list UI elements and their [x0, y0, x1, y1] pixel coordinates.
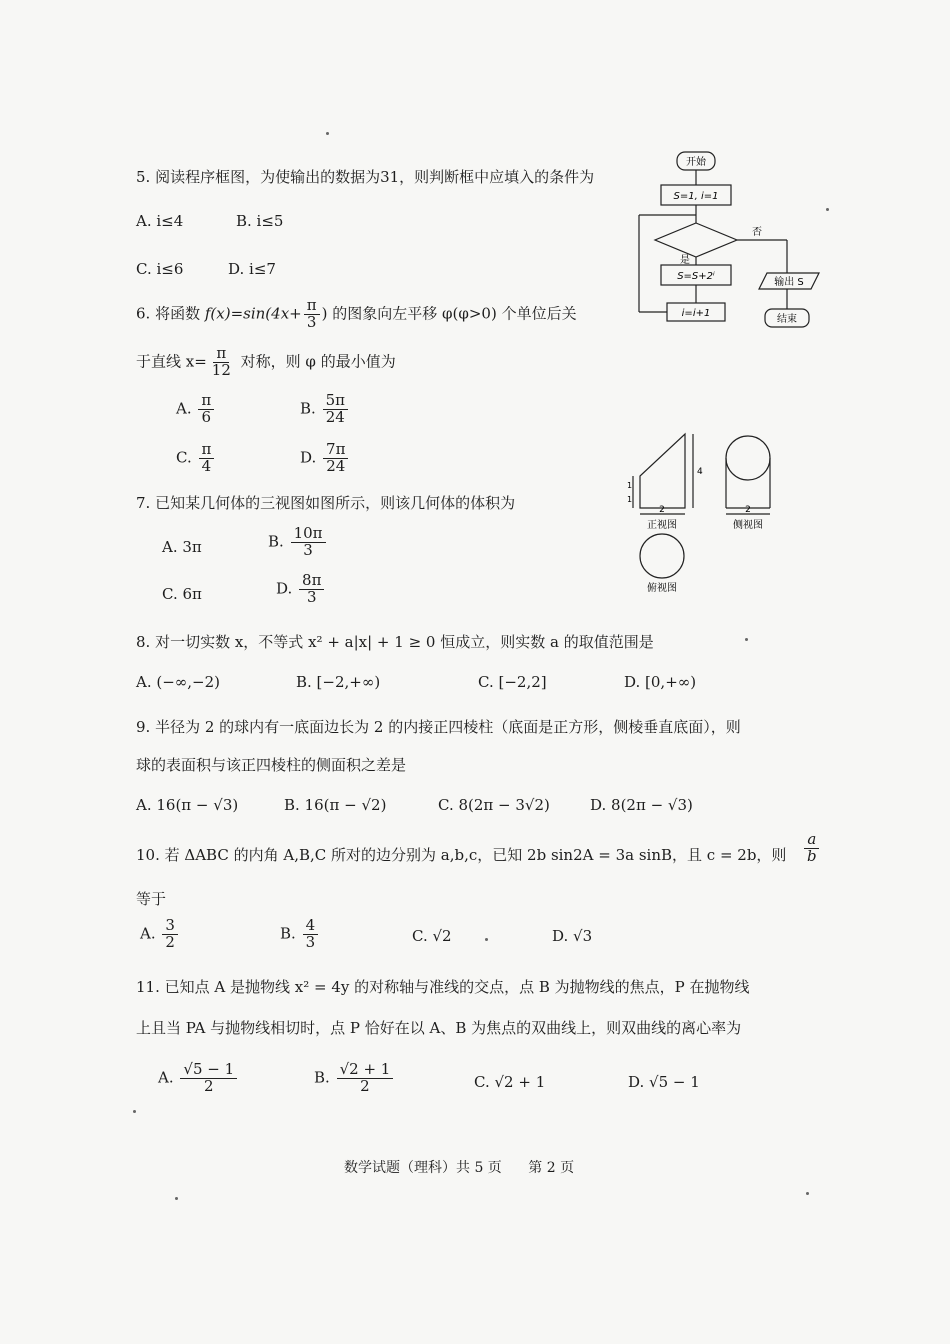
q10-ratio-num: a	[804, 832, 819, 849]
q6-option-b-label: B.	[300, 399, 316, 418]
q7-stem: 7. 已知某几何体的三视图如图所示，则该几何体的体积为	[136, 494, 516, 512]
footer-text: 数学试题（理科）共 5 页	[344, 1160, 502, 1176]
scan-speck	[326, 132, 329, 135]
q6-option-d-den: 24	[326, 456, 346, 475]
q10-line1: 10. 若 ΔABC 的内角 A,B,C 所对的边分别为 a,b,c，已知 2b sin2A = 3a sinB，且 c = 2b，则	[136, 846, 787, 864]
side-view-circle	[726, 436, 770, 480]
q6-option-b-fraction	[323, 393, 348, 426]
q10-option-a-num: 3	[162, 918, 178, 935]
page-footer	[344, 1157, 574, 1177]
q10-option-a	[140, 918, 180, 951]
program-flowchart	[625, 145, 830, 340]
q11-option-b-num: √2 + 1	[337, 1062, 394, 1079]
q6-line-fraction	[209, 346, 234, 379]
flowchart-init-label: S=1, i=1	[673, 191, 719, 202]
q11-option-d-value: √5 − 1	[649, 1073, 700, 1091]
flowchart-increment-label: i=i+1	[681, 308, 711, 319]
q6-option-a-fraction	[198, 393, 214, 426]
q11-line2: 上且当 PA 与抛物线相切时，点 P 恰好在以 A、B 为焦点的双曲线上，则双曲线的离心率为	[136, 1019, 742, 1037]
q8-option-b: B. [−2,+∞)	[296, 673, 381, 691]
q11-option-b-den: 2	[360, 1076, 370, 1095]
top-view-label: 俯视图	[647, 583, 677, 594]
q6-option-c-fraction	[199, 442, 215, 475]
q5-option-d: D. i≤7	[228, 260, 276, 278]
q8-option-a: A. (−∞,−2)	[136, 673, 221, 691]
q9-option-b: B. 16(π − √2)	[284, 796, 387, 814]
q7-option-d	[276, 573, 326, 606]
q9-option-a: A. 16(π − √3)	[136, 796, 239, 814]
front-view-shape	[640, 434, 685, 508]
q8-option-d: D. [0,+∞)	[624, 673, 697, 691]
q6-option-c	[176, 442, 216, 475]
q11-option-a-num: √5 − 1	[180, 1062, 237, 1079]
q6-option-c-den: 4	[201, 456, 212, 475]
q6-function: f(x)=sin(4x+	[204, 304, 302, 323]
q10-option-a-den: 2	[165, 932, 175, 951]
scan-speck	[485, 938, 488, 941]
q6-option-a	[176, 393, 216, 426]
q6-stem-suffix: ) 的图象向左平移 φ(φ>0) 个单位后关	[321, 304, 577, 323]
three-view-drawing	[625, 428, 795, 598]
q10-option-c	[412, 927, 452, 945]
q7-option-d-num: 8π	[299, 573, 324, 590]
q6-option-a-num: π	[198, 393, 214, 410]
q10-option-b-label: B.	[280, 924, 296, 943]
q7-option-c: C. 6π	[162, 585, 202, 603]
q6-option-a-label: A.	[176, 399, 192, 418]
flowchart-assign-label: S=S+2ⁱ	[677, 271, 715, 282]
q11-option-a-label: A.	[158, 1068, 174, 1087]
q11-option-a-den: 2	[203, 1076, 214, 1095]
q7-option-d-label: D.	[276, 579, 293, 598]
front-view-label: 正视图	[647, 520, 677, 531]
q5-option-c: C. i≤6	[136, 260, 184, 278]
q9-line1: 9. 半径为 2 的球内有一底面边长为 2 的内接正四棱柱（底面是正方形，侧棱垂直底面），则	[136, 718, 741, 736]
scan-speck	[175, 1197, 178, 1200]
q11-option-c	[474, 1073, 545, 1091]
q6-line2-suffix: 对称，则 φ 的最小值为	[235, 352, 396, 371]
front-small-dim-b: 1	[627, 495, 633, 504]
q6-line1	[136, 298, 577, 331]
q11-option-b-fraction	[337, 1062, 394, 1095]
q6-stem-prefix: 6. 将函数	[136, 304, 205, 323]
side-view-label: 侧视图	[733, 520, 763, 531]
q10-option-c-value: √2	[432, 927, 452, 945]
q9-option-c: C. 8(2π − 3√2)	[438, 796, 550, 814]
q11-option-b-label: B.	[314, 1068, 330, 1087]
q10-option-b-num: 4	[303, 918, 319, 935]
q7-option-d-fraction	[299, 573, 324, 606]
q10-option-b	[280, 918, 320, 951]
q6-option-d-num: 7π	[323, 442, 348, 459]
q6-line2-prefix: 于直线 x=	[136, 352, 207, 371]
q7-option-b-fraction	[291, 526, 326, 559]
front-small-dim-a: 1	[627, 481, 633, 490]
flowchart-yes-label: 是	[680, 255, 690, 266]
q6-option-c-num: π	[199, 442, 215, 459]
flowchart-start-label: 开始	[686, 157, 706, 168]
q7-option-b-label: B.	[268, 532, 284, 551]
q6-line-den: 12	[211, 360, 231, 379]
q8-stem: 8. 对一切实数 x，不等式 x² + a|x| + 1 ≥ 0 恒成立，则实数 a 的取值范围是	[136, 633, 654, 651]
q6-function-fraction	[304, 298, 320, 331]
q10-line2: 等于	[136, 890, 167, 908]
q10-option-d-value: √3	[573, 927, 593, 945]
q6-option-b	[300, 393, 350, 426]
q6-option-d-label: D.	[300, 448, 317, 467]
flowchart-no-label: 否	[752, 227, 762, 238]
q6-option-d-fraction	[323, 442, 348, 475]
q7-option-b	[268, 526, 328, 559]
q6-line-num: π	[213, 346, 229, 363]
q10-option-b-den: 3	[305, 932, 316, 951]
q6-function-num: π	[304, 298, 320, 315]
top-view-circle	[640, 534, 684, 578]
q11-option-c-value: √2 + 1	[494, 1073, 546, 1091]
q10-ratio-fraction	[804, 832, 820, 865]
q5-option-b: B. i≤5	[236, 212, 284, 230]
q9-option-d: D. 8(2π − √3)	[590, 796, 693, 814]
side-width-dim: 2	[745, 505, 751, 515]
q11-line1: 11. 已知点 A 是抛物线 x² = 4y 的对称轴与准线的交点，点 B 为抛物线的焦点，P 在抛物线	[136, 978, 750, 996]
q10-option-a-fraction	[162, 918, 178, 951]
q6-option-b-den: 24	[325, 407, 345, 426]
q9-line2: 球的表面积与该正四棱柱的侧面积之差是	[136, 756, 407, 774]
scan-speck	[745, 638, 748, 641]
q11-option-a-fraction	[180, 1062, 237, 1095]
flowchart-output-label: 输出 S	[774, 277, 804, 288]
q7-option-d-den: 3	[306, 587, 317, 606]
q10-option-d	[552, 927, 592, 945]
flowchart-decision-diamond	[655, 223, 737, 257]
q5-option-a: A. i≤4	[136, 212, 184, 230]
scan-speck	[806, 1192, 809, 1195]
q10-option-a-label: A.	[140, 924, 156, 943]
front-height-dim: 4	[697, 467, 703, 477]
q11-option-c-label: C.	[474, 1073, 490, 1091]
q11-option-a	[158, 1062, 239, 1095]
q6-option-d	[300, 442, 350, 475]
footer-page-number: 第 2 页	[528, 1160, 575, 1176]
scan-speck	[826, 208, 829, 211]
q6-option-a-den: 6	[201, 407, 212, 426]
q8-option-c: C. [−2,2]	[478, 673, 547, 691]
q10-fraction	[802, 832, 822, 865]
q10-option-d-label: D.	[552, 927, 569, 945]
q7-option-a: A. 3π	[162, 538, 202, 556]
q6-option-b-num: 5π	[323, 393, 348, 410]
flowchart-end-label: 结束	[777, 314, 797, 325]
q5-stem: 5. 阅读程序框图，为使输出的数据为31，则判断框中应填入的条件为	[136, 168, 595, 186]
q11-option-d-label: D.	[628, 1073, 645, 1091]
q11-option-b	[314, 1062, 395, 1095]
q6-option-c-label: C.	[176, 448, 192, 467]
q10-option-c-label: C.	[412, 927, 428, 945]
q10-option-b-fraction	[303, 918, 319, 951]
q6-line2	[136, 346, 396, 379]
q11-option-d	[628, 1073, 700, 1091]
q7-option-b-den: 3	[303, 540, 313, 559]
scan-speck	[133, 1110, 136, 1113]
q10-ratio-den: b	[807, 846, 817, 865]
front-width-dim: 2	[659, 505, 665, 515]
q7-option-b-num: 10π	[291, 526, 326, 543]
q6-function-den: 3	[306, 312, 317, 331]
